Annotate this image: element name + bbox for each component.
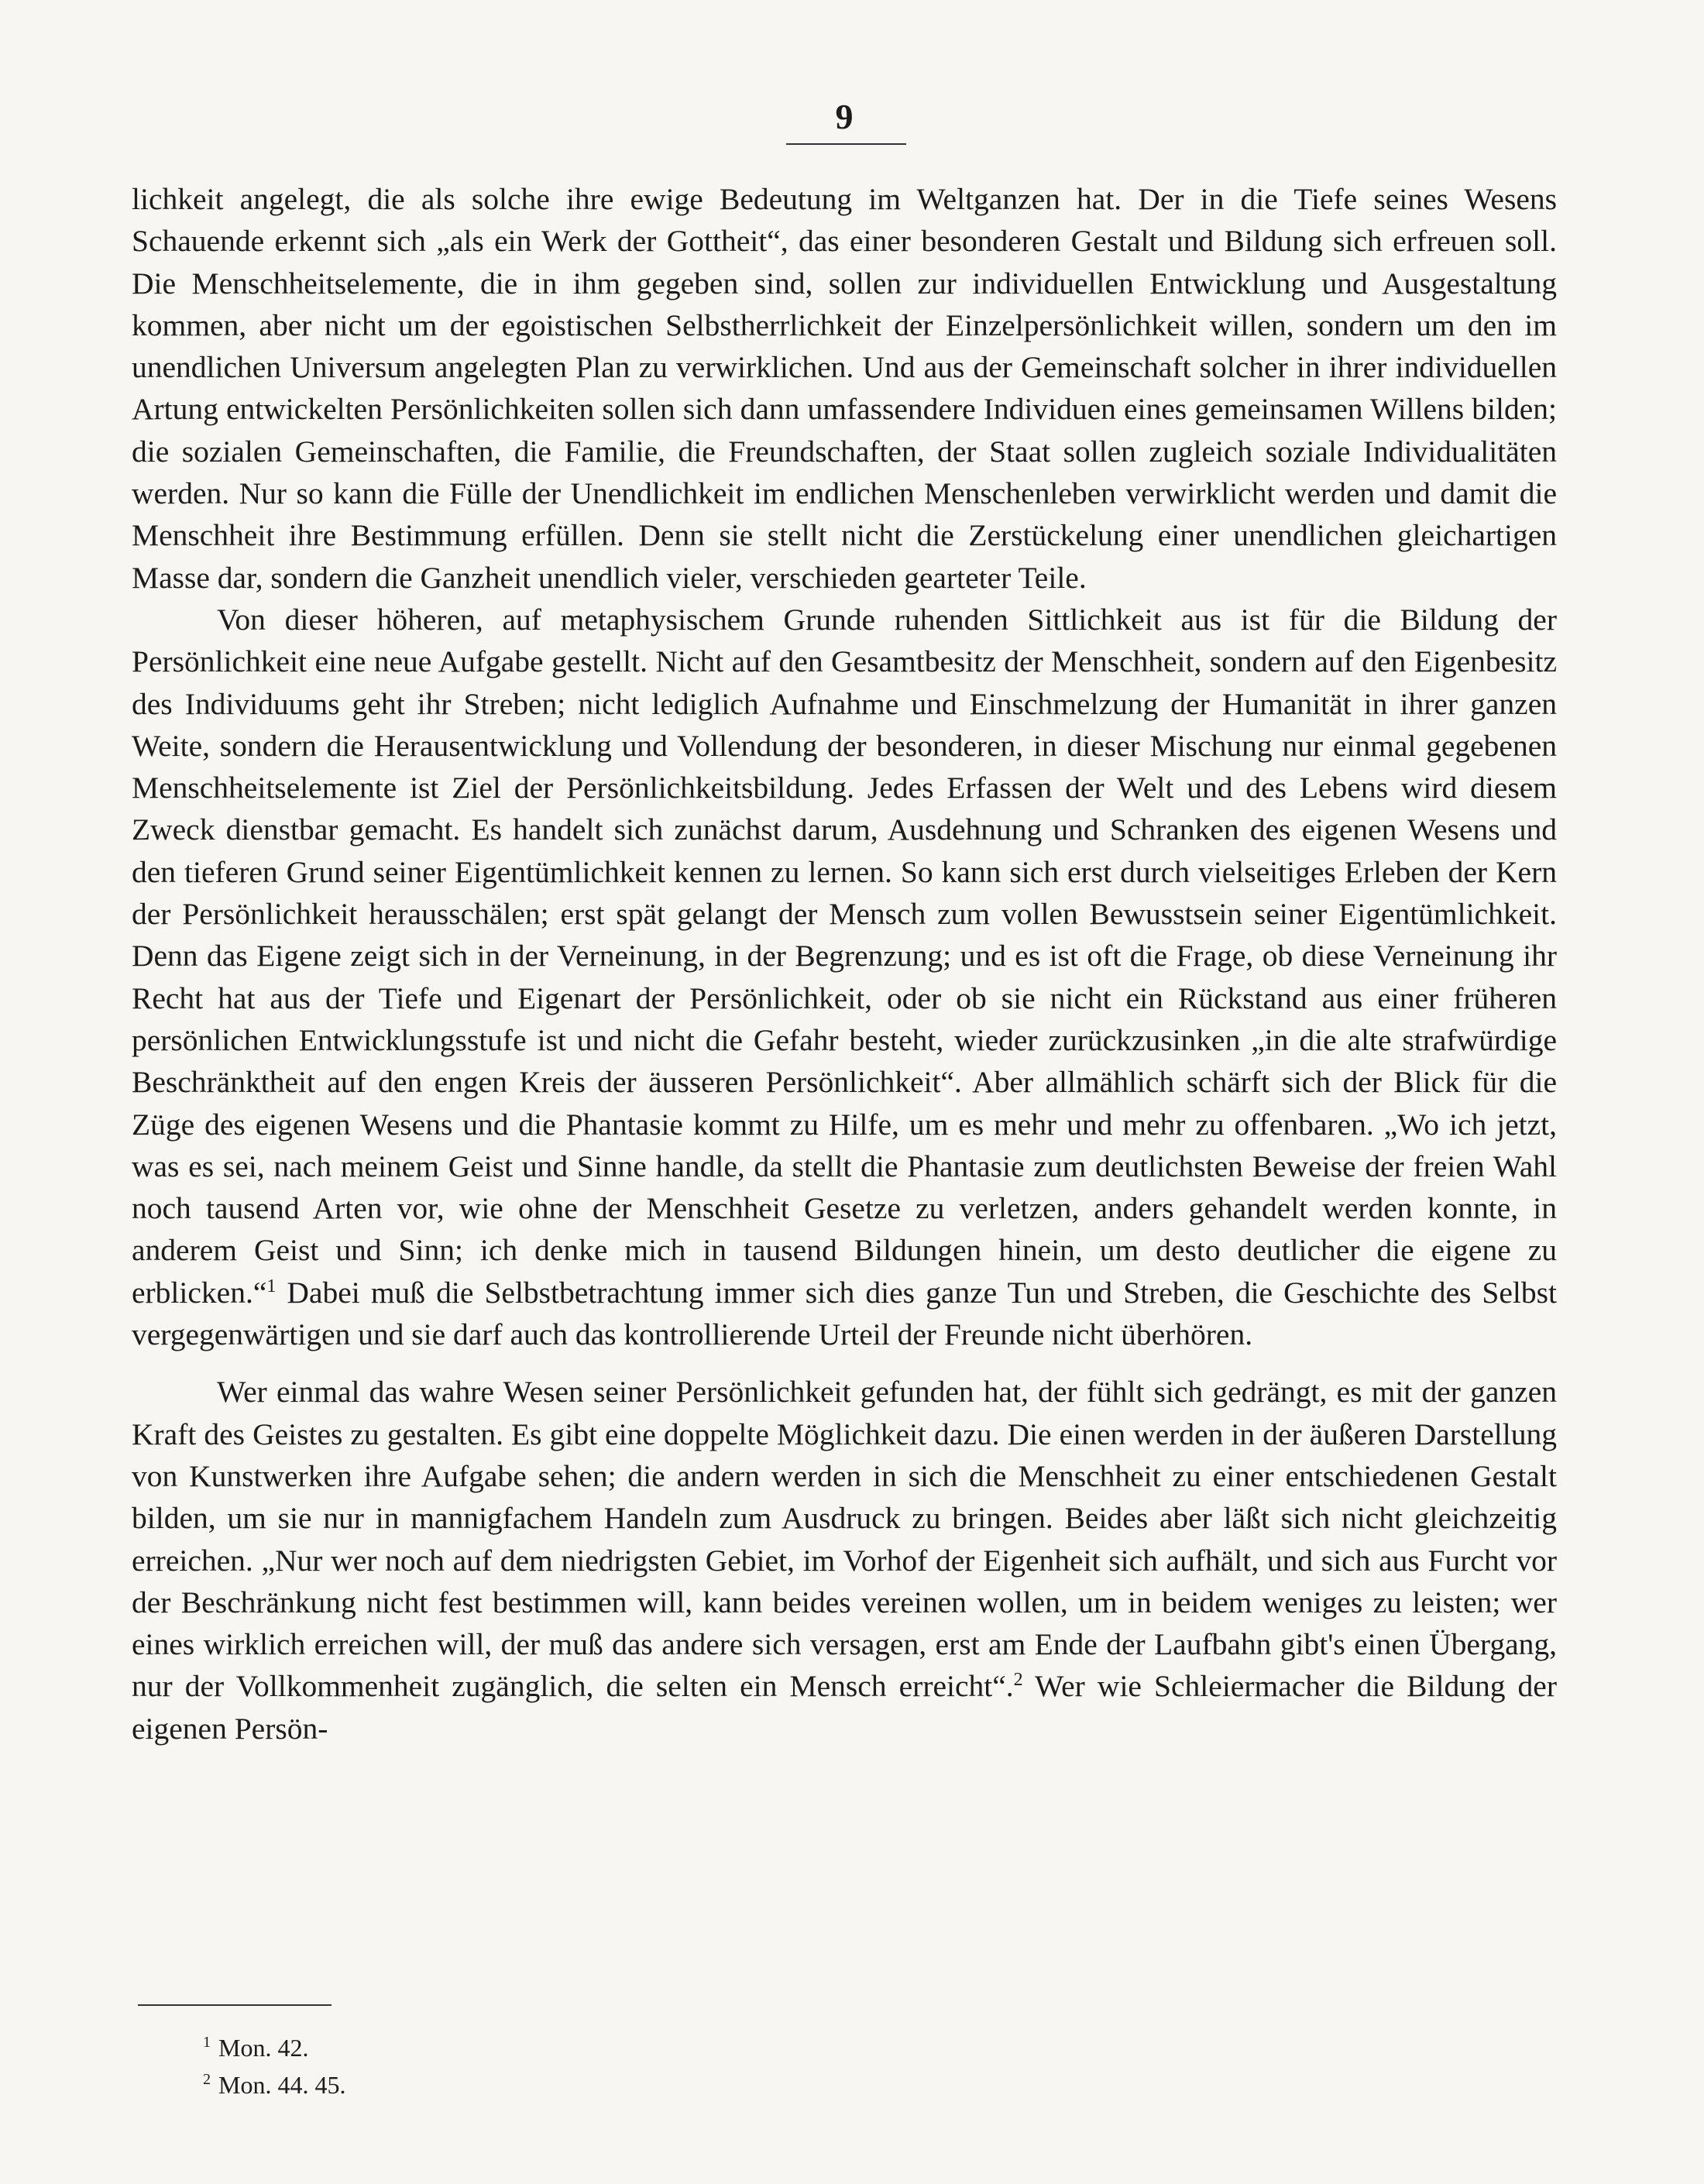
- footnote-2: [203, 2066, 823, 2103]
- page-number: 9: [835, 97, 854, 136]
- paragraph-3-text-cont: Wer wie Schleiermacher die Bildung der eigenen Persön-: [132, 1669, 1557, 1746]
- footnote-1-text: Mon. 42.: [218, 2034, 309, 2062]
- paragraph-3: [132, 1371, 1557, 1750]
- paragraph-1: [132, 178, 1557, 599]
- paragraph-2-text: Von dieser höheren, auf metaphysischem Grunde ruhenden Sittlichkeit aus ist für die Bildung der Persönlichkeit eine neue Aufgabe gestellt. Nicht auf den Gesamtbesitz der Menschheit, sondern auf den Eigenbesitz des Individuums geht ihr Streben; nicht lediglich Aufnahme und Einschmelzung der Humanität in ihrer ganzen Weite, sondern die Herausentwicklung und Vollendung der besonderen, in dieser Mischung nur einmal gegebenen Menschheitselemente ist Ziel der Persönlichkeitsbildung. Jedes Erfassen der Welt und des Lebens wird diesem Zweck dienstbar gemacht. Es handelt sich zunächst darum, Ausdehnung und Schranken des eigenen Wesens und den tieferen Grund seiner Eigentümlichkeit kennen zu lernen. So kann sich erst durch vielseitiges Erleben der Kern der Persönlichkeit herausschälen; erst spät gelangt der Mensch zum vollen Bewusstsein seiner Eigentümlichkeit. Denn das Eigene zeigt sich in der Verneinung, in der Begrenzung; und es ist oft die Frage, ob diese Verneinung ihr Recht hat aus der Tiefe und Eigenart der Persönlichkeit, oder ob sie nicht ein Rückstand aus einer früheren persönlichen Entwicklungsstufe ist und nicht die Gefahr besteht, wieder zurückzusinken „in die alte strafwürdige Beschränktheit auf den engen Kreis der äusseren Persönlichkeit“. Aber allmählich schärft sich der Blick für die Züge des eigenen Wesens und die Phantasie kommt zu Hilfe, um es mehr und mehr zu offenbaren. „Wo ich jetzt, was es sei, nach meinem Geist und Sinne handle, da stellt die Phantasie zum deutlichsten Beweise der freien Wahl noch tausend Arten vor, wie ohne der Menschheit Gesetze zu verletzen, anders gehandelt werden konnte, in anderem Geist und Sinn; ich denke mich in tausend Bildungen hinein, um desto deutlicher die eigene zu erblicken.“: [132, 602, 1557, 1310]
- footnote-1: [203, 2029, 823, 2066]
- paragraph-3-text: Wer einmal das wahre Wesen seiner Persönlichkeit gefunden hat, der fühlt sich gedrängt, es mit der ganzen Kraft des Geistes zu gestalten. Es gibt eine doppelte Möglichkeit dazu. Die einen werden in der äußeren Darstellung von Kunstwerken ihre Aufgabe sehen; die andern werden in sich die Menschheit zu einer entschiedenen Gestalt bilden, um sie nur in mannigfachem Handeln zum Ausdruck zu bringen. Beides aber läßt sich nicht gleichzeitig erreichen. „Nur wer noch auf dem niedrigsten Gebiet, im Vorhof der Eigenheit sich aufhält, und sich aus Furcht vor der Beschränkung nicht fest bestimmen will, kann beides vereinen wollen, um in beidem weniges zu leisten; wer eines wirklich erreichen will, der muß das andere sich versagen, erst am Ende der Laufbahn gibt's einen Übergang, nur der Vollkommenheit zugänglich, die selten ein Mensch erreicht“.: [132, 1375, 1557, 1704]
- footnote-1-mark: 1: [203, 2034, 211, 2052]
- paragraph-2-text-cont: Dabei muß die Selbstbetrachtung immer sich dies ganze Tun und Streben, die Geschichte des Selbst vergegenwärtigen und sie darf auch das kontrollierende Urteil der Freunde nicht überhören.: [132, 1275, 1557, 1352]
- footnote-2-text: Mon. 44. 45.: [218, 2071, 346, 2099]
- footnote-rule: [138, 2004, 332, 2006]
- paragraph-2: [132, 599, 1557, 1355]
- paragraph-1-text: lichkeit angelegt, die als solche ihre ewige Bedeutung im Weltganzen hat. Der in die Tiefe seines Wesens Schauende erkennt sich „als ein Werk der Gottheit“, das einer besonderen Gestalt und Bildung sich erfreuen soll. Die Menschheitselemente, die in ihm gegeben sind, sollen zur individuellen Entwicklung und Ausgestaltung kommen, aber nicht um der egoistischen Selbstherrlichkeit der Einzelpersönlichkeit willen, sondern um den im unendlichen Universum angelegten Plan zu verwirklichen. Und aus der Gemeinschaft solcher in ihrer individuellen Artung entwickelten Persönlichkeiten sollen sich dann umfassendere Individuen eines gemeinsamen Willens bilden; die sozialen Gemeinschaften, die Familie, die Freundschaften, der Staat sollen zugleich soziale Individualitäten werden. Nur so kann die Fülle der Unendlichkeit im endlichen Menschenleben verwirklicht werden und damit die Menschheit ihre Bestimmung erfüllen. Denn sie stellt nicht die Zerstückelung einer unendlichen gleichartigen Masse dar, sondern die Ganzheit unendlich vieler, verschieden gearteter Teile.: [132, 182, 1557, 595]
- page-body: [132, 178, 1557, 1750]
- footnotes: [203, 2029, 823, 2103]
- footnote-ref-2: 2: [1013, 1670, 1023, 1691]
- header-rule: [786, 143, 906, 145]
- footnote-2-mark: 2: [203, 2071, 211, 2089]
- footnote-ref-1: 1: [266, 1276, 277, 1296]
